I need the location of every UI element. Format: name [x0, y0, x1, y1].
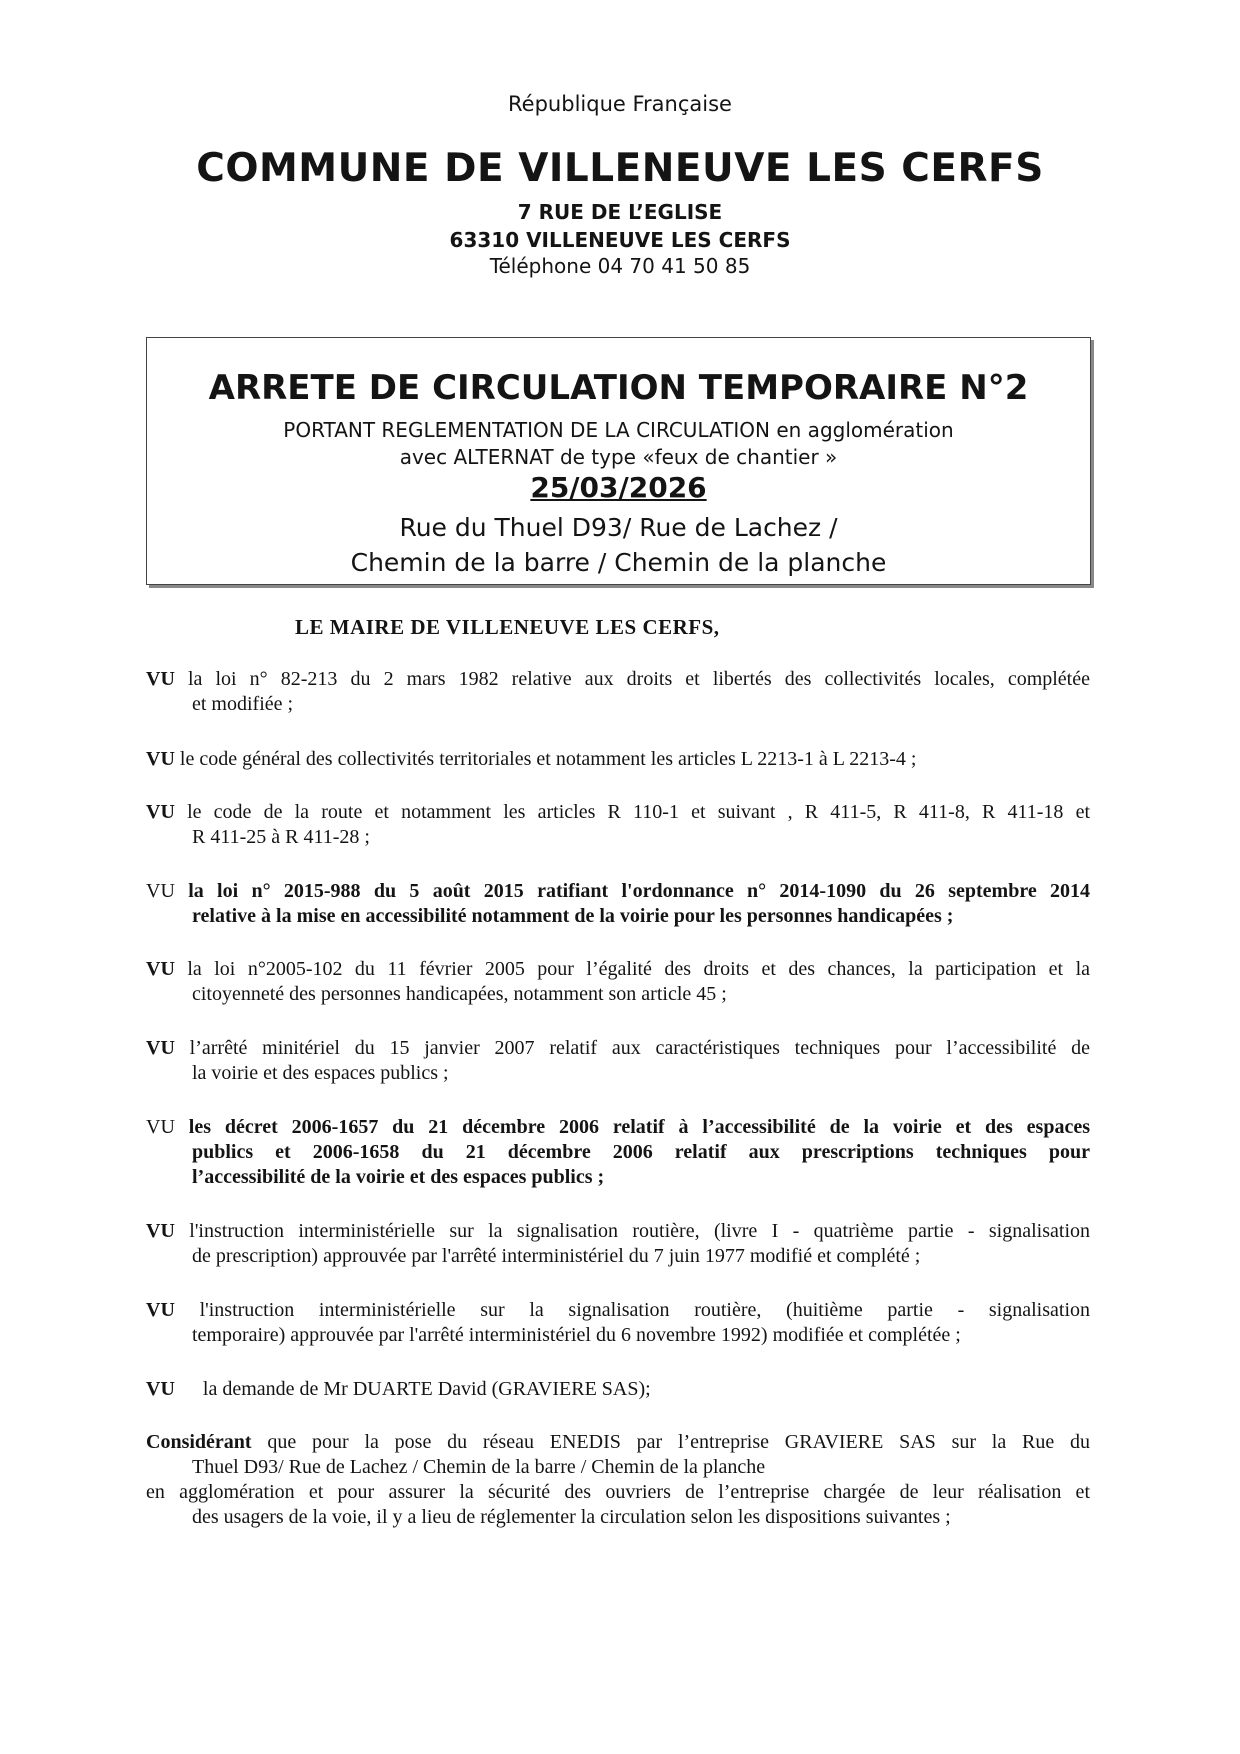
vu-text: R 411-25 à R 411-28 ; [192, 826, 370, 848]
considerant-paragraph [146, 1430, 1090, 1530]
arrete-streets-1: Rue du Thuel D93/ Rue de Lachez / [399, 513, 838, 542]
vu-text: les décret 2006-1657 du 21 décembre 2006 relatif à l’accessibilité de la voirie et des espaces [188, 1116, 1090, 1138]
arrete-subtitle-1: PORTANT REGLEMENTATION DE LA CIRCULATION en agglomération [283, 418, 954, 442]
vu-text: la demande de Mr DUARTE David (GRAVIERE SAS); [202, 1378, 651, 1400]
vu-keyword: VU [146, 958, 175, 980]
vu-paragraph [146, 1298, 1090, 1348]
vu-paragraph [146, 1377, 1090, 1402]
vu-paragraph [146, 800, 1090, 850]
vu-text: l'instruction interministérielle sur la signalisation routière, (livre I - quatrième partie - signalisation [189, 1220, 1091, 1242]
vu-paragraph [146, 1115, 1090, 1190]
vu-text: la loi n° 82-213 du 2 mars 1982 relative aux droits et libertés des collectivités locales, complétée [187, 668, 1090, 690]
vu-paragraph [146, 879, 1090, 929]
considerant-text: des usagers de la voie, il y a lieu de réglementer la circulation selon les dispositions suivantes ; [192, 1506, 951, 1528]
vu-keyword: VU [146, 1299, 175, 1321]
vu-text: le code général des collectivités territoriales et notamment les articles L 2213-1 à L 2213-4 ; [179, 748, 917, 770]
vu-keyword: VU [146, 668, 175, 690]
vu-text: relative à la mise en accessibilité notamment de la voirie pour les personnes handicapées ; [192, 905, 954, 927]
vu-text: publics et 2006-1658 du 21 décembre 2006 relatif aux prescriptions techniques pour [192, 1141, 1090, 1163]
vu-keyword: VU [146, 1378, 175, 1400]
considerant-keyword: Considérant [146, 1431, 252, 1453]
vu-text: la loi n° 2015-988 du 5 août 2015 ratifiant l'ordonnance n° 2014-1090 du 26 septembre 2014 [188, 880, 1091, 902]
vu-text: citoyenneté des personnes handicapées, notamment son article 45 ; [192, 983, 727, 1005]
title-box [146, 337, 1091, 585]
vu-text: l’arrêté minitériel du 15 janvier 2007 relatif aux caractéristiques techniques pour l’accessibilité de [189, 1037, 1090, 1059]
vu-text: l’accessibilité de la voirie et des espaces publics ; [192, 1166, 605, 1188]
address-city: 63310 VILLENEUVE LES CERFS [449, 228, 791, 252]
phone-number: Téléphone 04 70 41 50 85 [489, 254, 751, 278]
vu-keyword: VU [146, 1220, 175, 1242]
vu-keyword: VU [146, 801, 175, 823]
arrete-subtitle-2: avec ALTERNAT de type «feux de chantier » [399, 445, 838, 469]
arrete-title: ARRETE DE CIRCULATION TEMPORAIRE N°2 [208, 368, 1029, 408]
vu-paragraph [146, 667, 1090, 717]
vu-text: et modifiée ; [192, 693, 294, 715]
vu-keyword: VU [146, 1116, 175, 1138]
republic-label: République Française [508, 92, 732, 116]
vu-keyword: VU [146, 880, 175, 902]
vu-paragraph [146, 1036, 1090, 1086]
considerant-text: que pour la pose du réseau ENEDIS par l’entreprise GRAVIERE SAS sur la Rue du [267, 1431, 1091, 1453]
arrete-date-row [147, 471, 1090, 504]
arrete-streets-2: Chemin de la barre / Chemin de la planche [350, 548, 887, 577]
vu-text: la voirie et des espaces publics ; [192, 1062, 449, 1084]
vu-text: le code de la route et notamment les articles R 110-1 et suivant , R 411-5, R 411-8, R 411-18 et [187, 801, 1091, 823]
considerant-text: en agglomération et pour assurer la sécurité des ouvriers de l’entreprise chargée de leur réalisation et [146, 1481, 1090, 1503]
maire-heading: LE MAIRE DE VILLENEUVE LES CERFS, [295, 615, 720, 639]
considerant-text: Thuel D93/ Rue de Lachez / Chemin de la barre / Chemin de la planche [192, 1456, 766, 1478]
vu-text: temporaire) approuvée par l'arrêté interministériel du 6 novembre 1992) modifiée et complétée ; [192, 1324, 961, 1346]
vu-text: la loi n°2005-102 du 11 février 2005 pour l’égalité des droits et des chances, la participation et la [187, 958, 1091, 980]
vu-keyword: VU [146, 1037, 175, 1059]
vu-paragraph [146, 1219, 1090, 1269]
vu-text: l'instruction interministérielle sur la signalisation routière, (huitième partie - signalisation [199, 1299, 1090, 1321]
vu-text: de prescription) approuvée par l'arrêté interministériel du 7 juin 1977 modifié et complété ; [192, 1245, 921, 1267]
vu-keyword: VU [146, 748, 175, 770]
commune-title: COMMUNE DE VILLENEUVE LES CERFS [196, 146, 1044, 191]
vu-paragraph [146, 957, 1090, 1007]
arrete-date: 25/03/2026 [530, 471, 707, 504]
address-street: 7 RUE DE L’EGLISE [517, 200, 723, 224]
vu-paragraph [146, 747, 1090, 772]
